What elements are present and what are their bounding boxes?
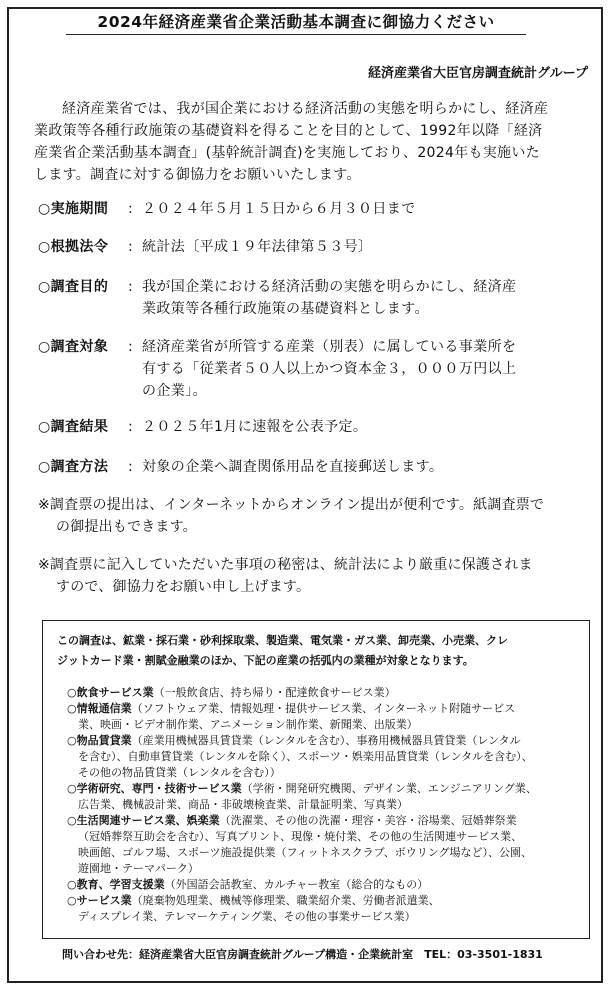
industry-detail: （冠婚葬祭互助会を含む）、写真プリント、現像・焼付業、その他の生活関連サービス業、 xyxy=(78,830,523,843)
organization-name: 経済産業省大臣官房調査統計グループ xyxy=(368,66,588,81)
item-label: ○根拠法令 xyxy=(38,239,109,255)
item-colon: : xyxy=(128,239,134,255)
box-intro-line: ジットカード業・割賦金融業のほか、下記の産業の括弧内の業種が対象となります。 xyxy=(57,654,474,667)
industry-detail: 業、映画・ビデオ制作業、アニメーション制作業、新聞業、出版業） xyxy=(78,718,418,731)
note-confidentiality xyxy=(38,554,594,598)
note-line: すので、御協力をお願い申し上げます。 xyxy=(56,579,311,595)
item-value: 経済産業省が所管する産業（別表）に属している事業所を xyxy=(142,339,517,355)
note-line: ※調査票の提出は、インターネットからオンライン提出が便利です。紙調査票で xyxy=(38,497,545,513)
item-colon: : xyxy=(128,339,134,355)
item-label: ○実施期間 xyxy=(38,201,109,217)
industry-education xyxy=(67,877,582,893)
industry-name: ○サービス業 xyxy=(67,894,132,907)
industry-leasing xyxy=(67,733,582,781)
box-intro-line: この調査は、鉱業・採石業・砂利採取業、製造業、電気業・ガス業、卸売業、小売業、クレ xyxy=(57,634,508,647)
title-underline xyxy=(66,34,526,35)
item-value: 統計法〔平成１９年法律第５３号〕 xyxy=(142,239,373,255)
industry-name: ○物品賃貸業 xyxy=(67,734,132,747)
industry-name: ○教育、学習支援業 xyxy=(67,878,165,891)
item-value: 我が国企業における経済活動の実態を明らかにし、経済産 xyxy=(142,279,517,295)
item-value: 対象の企業へ調査関係用品を直接郵送します。 xyxy=(142,459,444,475)
intro-line: 経済産業省では、我が国企業における経済活動の実態を明らかにし、経済産 xyxy=(62,101,549,117)
item-colon: : xyxy=(128,419,134,435)
industry-detail: ディスプレイ業、テレマーケティング業、その他の事業サービス業） xyxy=(78,910,416,923)
intro-paragraph xyxy=(34,98,584,186)
note-online-submission xyxy=(38,494,594,538)
industry-detail: を含む）、自動車賃貸業（レンタルを除く）、スポーツ・娯楽用品賃貸業（レンタルを含む）、 xyxy=(78,750,533,763)
industry-detail: （ソフトウェア業、情報処理・提供サービス業、インターネット附随サービス xyxy=(131,702,516,715)
industry-detail: 広告業、機械設計業、商品・非破壊検査業、計量証明業、写真業） xyxy=(78,798,408,811)
item-colon: : xyxy=(128,279,134,295)
industry-name: ○飲食サービス業 xyxy=(67,686,154,699)
item-value: ２０２５年1月に速報を公表予定。 xyxy=(142,419,368,435)
item-value: 有する「従業者５０人以上かつ資本金３，０００万円以上 xyxy=(142,361,517,377)
item-label: ○調査対象 xyxy=(38,339,109,355)
industry-detail: 遊園地・テーマパーク） xyxy=(78,862,199,875)
industry-detail: （一般飲食店、持ち帰り・配達飲食サービス業） xyxy=(153,686,396,699)
item-value: ２０２４年５月１５日から６月３０日まで xyxy=(142,201,416,217)
industry-detail: （学術・開発研究機関、デザイン業、エンジニアリング業、 xyxy=(241,782,537,795)
industry-name: ○情報通信業 xyxy=(67,702,132,715)
item-value: 業政策等各種行政施策の基礎資料とします。 xyxy=(142,301,429,317)
contact-info: 問い合わせ先：経済産業省大臣官房調査統計グループ構造・企業統計室 TEL：03-3501-1831 xyxy=(62,948,543,961)
industry-name: ○学術研究、専門・技術サービス業 xyxy=(67,782,242,795)
note-line: の御提出もできます。 xyxy=(56,519,197,535)
note-line: ※調査票に記入していただいた事項の秘密は、統計法により厳重に保護されま xyxy=(38,557,533,573)
intro-line: 業政策等各種行政施策の基礎資料を得ることを目的として、1992年以降「経済 xyxy=(34,123,543,139)
item-colon: : xyxy=(128,459,134,475)
page-title: 2024年経済産業省企業活動基本調査に御協力ください xyxy=(97,13,495,31)
industry-detail: （外国語会話教室、カルチャー教室（総合的なもの） xyxy=(164,878,429,891)
industry-info-comm xyxy=(67,701,582,733)
intro-line: 産業省企業活動基本調査」(基幹統計調査)を実施しており、2024年も実施いた xyxy=(34,145,540,161)
item-label: ○調査目的 xyxy=(38,279,109,295)
industry-name: ○生活関連サービス業、娯楽業 xyxy=(67,814,220,827)
item-value: の企業」。 xyxy=(142,383,207,399)
box-intro xyxy=(57,631,508,671)
industry-food-service xyxy=(67,685,582,701)
industry-detail: （洗濯業、その他の洗濯・理容・美容・浴場業、冠婚葬祭業 xyxy=(219,814,517,827)
industry-detail: 映画館、ゴルフ場、スポーツ施設提供業（フィットネスクラブ、ボウリング場など）、公園、 xyxy=(78,846,532,859)
item-label: ○調査方法 xyxy=(38,459,109,475)
item-colon: : xyxy=(128,201,134,217)
industry-detail: その他の物品賃貸業（レンタルを含む）） xyxy=(78,766,281,779)
item-label: ○調査結果 xyxy=(38,419,109,435)
industry-box xyxy=(42,620,590,939)
intro-line: します。調査に対する御協力をお願いいたします。 xyxy=(34,167,361,183)
industry-services xyxy=(67,893,582,925)
industry-detail: （産業用機械器具賃貸業（レンタルを含む）、事務用機械器具賃貸業（レンタル xyxy=(131,734,521,747)
industry-lifestyle xyxy=(67,813,582,877)
industry-detail: （廃棄物処理業、機械等修理業、職業紹介業、労働者派遣業、 xyxy=(131,894,440,907)
industry-professional xyxy=(67,781,582,813)
